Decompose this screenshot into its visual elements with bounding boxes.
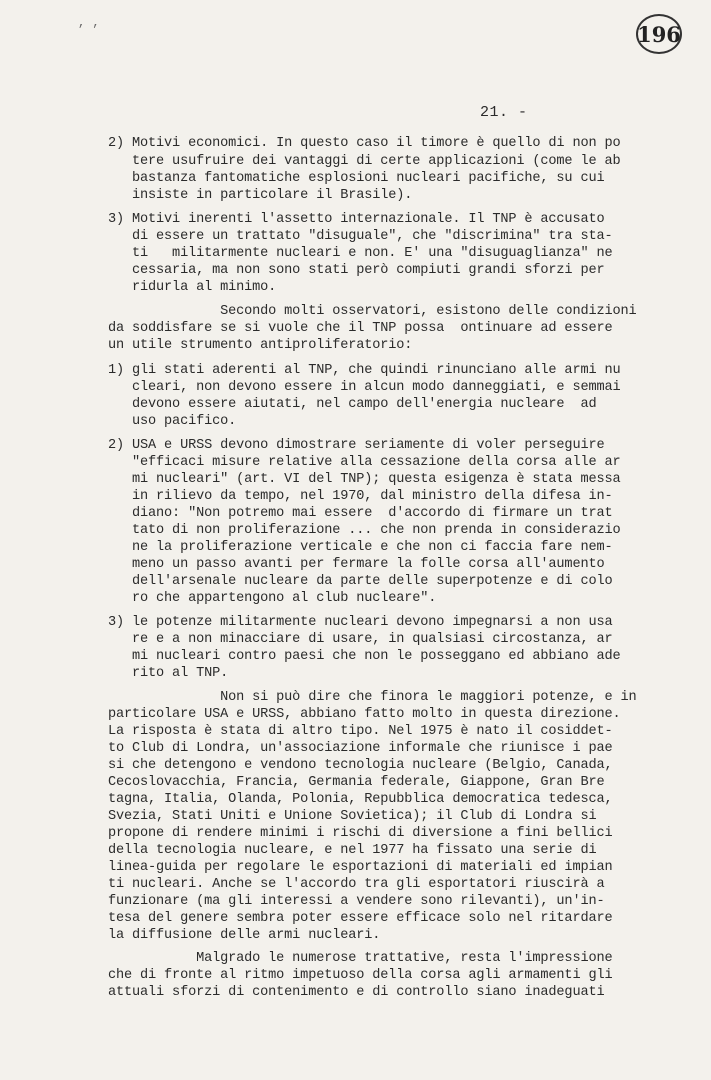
text-line: di essere un trattato "disuguale", che "discrimina" tra sta- bbox=[108, 229, 613, 244]
text-line: Svezia, Stati Uniti e Unione Sovietica); il Club di Londra si bbox=[108, 809, 597, 824]
text-line: funzionare (ma gli interessi a vendere sono rilevanti), un'in- bbox=[108, 894, 605, 909]
text-line: ridurla al minimo. bbox=[108, 280, 277, 295]
text-line: ti militarmente nucleari e non. E' una "disuguaglianza" ne bbox=[108, 246, 613, 261]
text-line: tesa del genere sembra poter essere efficace solo nel ritardare bbox=[108, 911, 613, 926]
text-line: 2) Motivi economici. In questo caso il timore è quello di non po bbox=[108, 136, 621, 151]
text-line: tagna, Italia, Olanda, Polonia, Repubblica democratica tedesca, bbox=[108, 792, 613, 807]
text-line: ne la proliferazione verticale e che non ci faccia fare nem- bbox=[108, 540, 613, 555]
text-line: in rilievo da tempo, nel 1970, dal ministro della difesa in- bbox=[108, 489, 613, 504]
text-line: particolare USA e URSS, abbiano fatto molto in questa direzione. bbox=[108, 707, 621, 722]
text-line: dell'arsenale nucleare da parte delle superpotenze e di colo bbox=[108, 574, 613, 589]
page-specks: , , bbox=[78, 16, 100, 30]
text-line: ti nucleari. Anche se l'accordo tra gli esportatori riuscirà a bbox=[108, 877, 605, 892]
page-number: 21. - bbox=[480, 104, 528, 121]
text-line: attuali sforzi di contenimento e di controllo siano inadeguati bbox=[108, 985, 605, 1000]
text-line: cleari, non devono essere in alcun modo danneggiati, e semmai bbox=[108, 380, 621, 395]
text-line: Malgrado le numerose trattative, resta l'impressione bbox=[108, 951, 613, 966]
text-line: "efficaci misure relative alla cessazione della corsa alle ar bbox=[108, 455, 621, 470]
text-line: rito al TNP. bbox=[108, 666, 229, 681]
text-line: della tecnologia nucleare, e nel 1977 ha fissato una serie di bbox=[108, 843, 597, 858]
text-line: mi nucleari contro paesi che non le posseggano ed abbiano ade bbox=[108, 649, 621, 664]
text-line: insiste in particolare il Brasile). bbox=[108, 188, 413, 203]
text-line: bastanza fantomatiche esplosioni nucleari pacifiche, su cui bbox=[108, 171, 605, 186]
text-line: mi nucleari" (art. VI del TNP); questa esigenza è stata messa bbox=[108, 472, 621, 487]
text-line: Non si può dire che finora le maggiori potenze, e in bbox=[108, 690, 637, 705]
page-stamp: 196 bbox=[636, 14, 682, 54]
text-line: Secondo molti osservatori, esistono delle condizioni bbox=[108, 304, 637, 319]
text-line: 1) gli stati aderenti al TNP, che quindi rinunciano alle armi nu bbox=[108, 363, 621, 378]
text-line: re e a non minacciare di usare, in qualsiasi circostanza, ar bbox=[108, 632, 613, 647]
text-line: un utile strumento antiproliferatorio: bbox=[108, 338, 413, 353]
text-line: Cecoslovacchia, Francia, Germania federale, Giappone, Gran Bre bbox=[108, 775, 605, 790]
text-line: uso pacifico. bbox=[108, 414, 237, 429]
text-line: to Club di Londra, un'associazione informale che riunisce i pae bbox=[108, 741, 613, 756]
text-line: ro che appartengono al club nucleare". bbox=[108, 591, 437, 606]
text-line: 3) Motivi inerenti l'assetto internazionale. Il TNP è accusato bbox=[108, 212, 605, 227]
text-line: che di fronte al ritmo impetuoso della corsa agli armamenti gli bbox=[108, 968, 613, 983]
text-line: diano: "Non potremo mai essere d'accordo di firmare un trat bbox=[108, 506, 613, 521]
text-line: da soddisfare se si vuole che il TNP possa ontinuare ad essere bbox=[108, 321, 613, 336]
text-line: cessaria, ma non sono stati però compiuti grandi sforzi per bbox=[108, 263, 605, 278]
text-line: meno un passo avanti per fermare la folle corsa all'aumento bbox=[108, 557, 605, 572]
text-line: la diffusione delle armi nucleari. bbox=[108, 928, 381, 943]
text-line: La risposta è stata di altro tipo. Nel 1975 è nato il cosiddet- bbox=[108, 724, 613, 739]
text-line: devono essere aiutati, nel campo dell'energia nucleare ad bbox=[108, 397, 597, 412]
text-line: linea-guida per regolare le esportazioni di materiali ed impian bbox=[108, 860, 613, 875]
text-line: propone di rendere minimi i rischi di diversione a fini bellici bbox=[108, 826, 613, 841]
text-line: tere usufruire dei vantaggi di certe applicazioni (come le ab bbox=[108, 154, 621, 169]
text-line: 2) USA e URSS devono dimostrare seriamente di voler perseguire bbox=[108, 438, 605, 453]
text-line: 3) le potenze militarmente nucleari devono impegnarsi a non usa bbox=[108, 615, 613, 630]
text-line: tato di non proliferazione ... che non prenda in considerazio bbox=[108, 523, 621, 538]
text-line: si che detengono e vendono tecnologia nucleare (Belgio, Canada, bbox=[108, 758, 613, 773]
